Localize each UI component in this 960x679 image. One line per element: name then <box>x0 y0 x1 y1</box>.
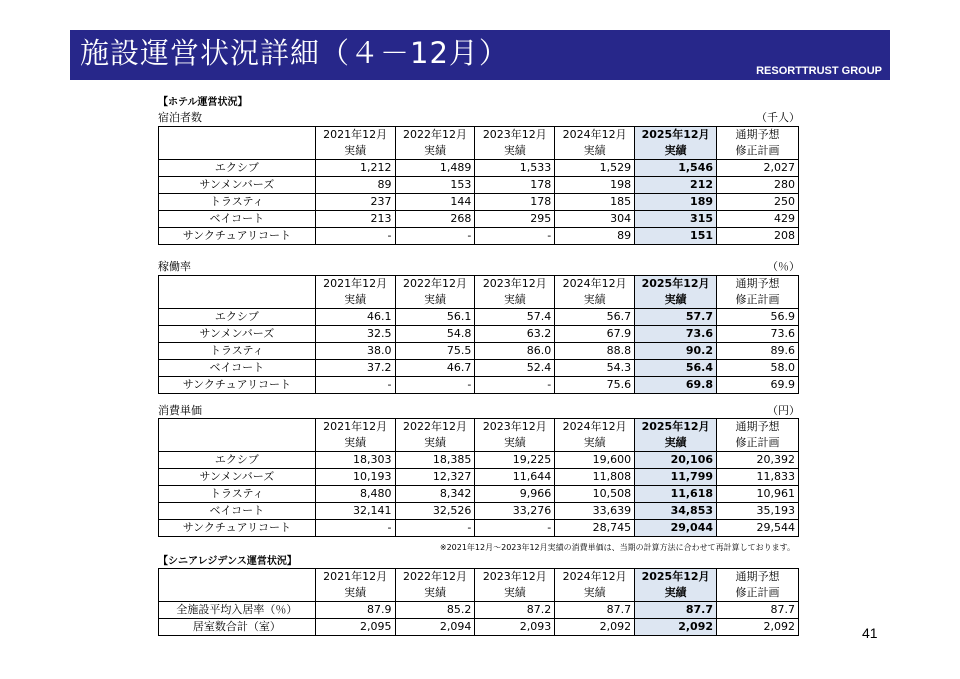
value-cell: 75.5 <box>395 343 475 360</box>
table-row <box>159 326 799 343</box>
table-row <box>159 194 799 211</box>
period-header: 2021年12月 <box>315 419 395 436</box>
unit-price-label: 消費単価 <box>158 404 202 417</box>
value-cell: 73.6 <box>635 326 717 343</box>
period-header: 2025年12月 <box>635 419 717 436</box>
value-cell: 32,141 <box>315 503 395 520</box>
value-cell: 52.4 <box>475 360 555 377</box>
value-cell: 57.4 <box>475 309 555 326</box>
row-label: サンメンバーズ <box>159 177 316 194</box>
corner-cell <box>159 127 316 144</box>
value-cell: 9,966 <box>475 486 555 503</box>
row-label: ベイコート <box>159 360 316 377</box>
row-label: ベイコート <box>159 211 316 228</box>
value-cell: 11,799 <box>635 469 717 486</box>
period-header: 2024年12月 <box>555 569 635 586</box>
unit-price-unit: （円） <box>767 404 800 417</box>
value-cell: 185 <box>555 194 635 211</box>
value-cell: 11,618 <box>635 486 717 503</box>
value-cell: 295 <box>475 211 555 228</box>
value-cell: - <box>315 377 395 394</box>
guests-table <box>158 126 799 245</box>
value-cell: 10,961 <box>717 486 799 503</box>
period-subheader: 実績 <box>395 585 475 602</box>
period-subheader: 修正計画 <box>717 435 799 452</box>
row-label: トラスティ <box>159 486 316 503</box>
period-header: 2024年12月 <box>555 419 635 436</box>
value-cell: 1,546 <box>635 160 717 177</box>
occupancy-table <box>158 275 799 394</box>
value-cell: 213 <box>315 211 395 228</box>
value-cell: - <box>315 228 395 245</box>
value-cell: 10,508 <box>555 486 635 503</box>
period-subheader: 修正計画 <box>717 292 799 309</box>
period-subheader: 実績 <box>315 143 395 160</box>
period-header: 通期予想 <box>717 127 799 144</box>
value-cell: 2,027 <box>717 160 799 177</box>
value-cell: 37.2 <box>315 360 395 377</box>
value-cell: 86.0 <box>475 343 555 360</box>
value-cell: 56.7 <box>555 309 635 326</box>
value-cell: - <box>315 520 395 537</box>
value-cell: 56.9 <box>717 309 799 326</box>
footnote: ※2021年12月～2023年12月実績の消費単価は、当期の計算方法に合わせて再計算しております。 <box>439 543 795 552</box>
value-cell: - <box>475 377 555 394</box>
page-title: 施設運営状況詳細（４－12月） <box>80 36 509 70</box>
value-cell: 12,327 <box>395 469 475 486</box>
value-cell: 75.6 <box>555 377 635 394</box>
period-subheader: 実績 <box>475 435 555 452</box>
value-cell: 208 <box>717 228 799 245</box>
value-cell: 67.9 <box>555 326 635 343</box>
header-row <box>159 585 799 602</box>
corner-cell <box>159 292 316 309</box>
table-row <box>159 486 799 503</box>
value-cell: 46.1 <box>315 309 395 326</box>
table-row <box>159 520 799 537</box>
value-cell: 153 <box>395 177 475 194</box>
corner-cell <box>159 569 316 586</box>
period-header: 2023年12月 <box>475 569 555 586</box>
value-cell: 85.2 <box>395 602 475 619</box>
period-header: 2022年12月 <box>395 276 475 293</box>
value-cell: - <box>395 377 475 394</box>
occupancy-label: 稼働率 <box>158 260 191 273</box>
value-cell: 63.2 <box>475 326 555 343</box>
corner-cell <box>159 143 316 160</box>
value-cell: 87.2 <box>475 602 555 619</box>
table-row <box>159 309 799 326</box>
value-cell: - <box>395 520 475 537</box>
senior-table <box>158 568 799 636</box>
period-header: 2025年12月 <box>635 127 717 144</box>
row-label: 全施設平均入居率（％） <box>159 602 316 619</box>
table-row <box>159 177 799 194</box>
header-row <box>159 419 799 436</box>
period-subheader: 実績 <box>635 585 717 602</box>
page-number: 41 <box>862 625 878 641</box>
value-cell: 8,480 <box>315 486 395 503</box>
table-row <box>159 469 799 486</box>
header-row <box>159 435 799 452</box>
value-cell: 178 <box>475 177 555 194</box>
table-row <box>159 343 799 360</box>
period-header: 2023年12月 <box>475 127 555 144</box>
value-cell: 212 <box>635 177 717 194</box>
value-cell: 32.5 <box>315 326 395 343</box>
corner-cell <box>159 435 316 452</box>
value-cell: 57.7 <box>635 309 717 326</box>
period-header: 2025年12月 <box>635 569 717 586</box>
value-cell: - <box>475 228 555 245</box>
value-cell: 33,639 <box>555 503 635 520</box>
value-cell: 87.7 <box>555 602 635 619</box>
period-subheader: 実績 <box>315 292 395 309</box>
value-cell: 250 <box>717 194 799 211</box>
value-cell: 8,342 <box>395 486 475 503</box>
value-cell: 54.3 <box>555 360 635 377</box>
header-row <box>159 143 799 160</box>
occupancy-unit: （％） <box>767 260 800 273</box>
value-cell: 2,092 <box>635 619 717 636</box>
value-cell: 1,212 <box>315 160 395 177</box>
guests-label: 宿泊者数 <box>158 111 202 124</box>
value-cell: 35,193 <box>717 503 799 520</box>
value-cell: 19,600 <box>555 452 635 469</box>
period-subheader: 実績 <box>475 143 555 160</box>
period-header: 2023年12月 <box>475 276 555 293</box>
period-subheader: 実績 <box>555 292 635 309</box>
value-cell: 2,092 <box>555 619 635 636</box>
value-cell: 46.7 <box>395 360 475 377</box>
table-row <box>159 160 799 177</box>
period-subheader: 実績 <box>395 292 475 309</box>
value-cell: 38.0 <box>315 343 395 360</box>
row-label: エクシブ <box>159 452 316 469</box>
period-header: 通期予想 <box>717 569 799 586</box>
value-cell: 151 <box>635 228 717 245</box>
corner-cell <box>159 585 316 602</box>
value-cell: 2,095 <box>315 619 395 636</box>
value-cell: 198 <box>555 177 635 194</box>
period-subheader: 実績 <box>555 435 635 452</box>
value-cell: 58.0 <box>717 360 799 377</box>
value-cell: - <box>395 228 475 245</box>
value-cell: 73.6 <box>717 326 799 343</box>
value-cell: 87.7 <box>717 602 799 619</box>
period-header: 2022年12月 <box>395 569 475 586</box>
value-cell: - <box>475 520 555 537</box>
row-label: トラスティ <box>159 194 316 211</box>
value-cell: 89 <box>315 177 395 194</box>
header-row <box>159 127 799 144</box>
corner-cell <box>159 276 316 293</box>
table-row <box>159 602 799 619</box>
period-header: 2025年12月 <box>635 276 717 293</box>
table-row <box>159 503 799 520</box>
row-label: ベイコート <box>159 503 316 520</box>
period-subheader: 実績 <box>475 292 555 309</box>
value-cell: 33,276 <box>475 503 555 520</box>
guests-unit: （千人） <box>756 111 800 124</box>
value-cell: 69.8 <box>635 377 717 394</box>
value-cell: 54.8 <box>395 326 475 343</box>
value-cell: 56.4 <box>635 360 717 377</box>
value-cell: 34,853 <box>635 503 717 520</box>
value-cell: 56.1 <box>395 309 475 326</box>
value-cell: 304 <box>555 211 635 228</box>
period-header: 2022年12月 <box>395 127 475 144</box>
value-cell: 2,093 <box>475 619 555 636</box>
value-cell: 32,526 <box>395 503 475 520</box>
row-label: サンクチュアリコート <box>159 228 316 245</box>
value-cell: 28,745 <box>555 520 635 537</box>
period-header: 2021年12月 <box>315 276 395 293</box>
period-subheader: 実績 <box>395 143 475 160</box>
brand-logo-text: RESORTTRUST GROUP <box>756 65 882 77</box>
table-row <box>159 228 799 245</box>
period-header: 2024年12月 <box>555 276 635 293</box>
value-cell: 178 <box>475 194 555 211</box>
value-cell: 11,833 <box>717 469 799 486</box>
period-header: 2024年12月 <box>555 127 635 144</box>
row-label: トラスティ <box>159 343 316 360</box>
value-cell: 87.7 <box>635 602 717 619</box>
title-bar <box>70 30 890 80</box>
value-cell: 69.9 <box>717 377 799 394</box>
value-cell: 10,193 <box>315 469 395 486</box>
row-label: エクシブ <box>159 309 316 326</box>
value-cell: 2,094 <box>395 619 475 636</box>
row-label: 居室数合計（室） <box>159 619 316 636</box>
value-cell: 144 <box>395 194 475 211</box>
value-cell: 18,385 <box>395 452 475 469</box>
value-cell: 18,303 <box>315 452 395 469</box>
period-subheader: 実績 <box>395 435 475 452</box>
value-cell: 237 <box>315 194 395 211</box>
value-cell: 1,533 <box>475 160 555 177</box>
table-row <box>159 619 799 636</box>
period-header: 通期予想 <box>717 419 799 436</box>
hotel-section-title: 【ホテル運営状況】 <box>158 97 248 108</box>
row-label: サンクチュアリコート <box>159 377 316 394</box>
value-cell: 315 <box>635 211 717 228</box>
value-cell: 88.8 <box>555 343 635 360</box>
period-subheader: 実績 <box>555 585 635 602</box>
table-row <box>159 360 799 377</box>
value-cell: 429 <box>717 211 799 228</box>
senior-section-title: 【シニアレジデンス運営状況】 <box>158 556 297 567</box>
value-cell: 89 <box>555 228 635 245</box>
header-row <box>159 569 799 586</box>
row-label: サンメンバーズ <box>159 326 316 343</box>
table-row <box>159 452 799 469</box>
period-header: 通期予想 <box>717 276 799 293</box>
value-cell: 20,106 <box>635 452 717 469</box>
row-label: サンクチュアリコート <box>159 520 316 537</box>
unit-price-table <box>158 418 799 537</box>
value-cell: 1,529 <box>555 160 635 177</box>
value-cell: 2,092 <box>717 619 799 636</box>
period-header: 2021年12月 <box>315 569 395 586</box>
value-cell: 1,489 <box>395 160 475 177</box>
period-subheader: 実績 <box>635 143 717 160</box>
value-cell: 11,808 <box>555 469 635 486</box>
period-header: 2023年12月 <box>475 419 555 436</box>
period-header: 2021年12月 <box>315 127 395 144</box>
period-header: 2022年12月 <box>395 419 475 436</box>
value-cell: 29,544 <box>717 520 799 537</box>
period-subheader: 実績 <box>475 585 555 602</box>
value-cell: 89.6 <box>717 343 799 360</box>
value-cell: 90.2 <box>635 343 717 360</box>
value-cell: 280 <box>717 177 799 194</box>
period-subheader: 修正計画 <box>717 143 799 160</box>
value-cell: 19,225 <box>475 452 555 469</box>
period-subheader: 修正計画 <box>717 585 799 602</box>
value-cell: 189 <box>635 194 717 211</box>
row-label: エクシブ <box>159 160 316 177</box>
value-cell: 11,644 <box>475 469 555 486</box>
header-row <box>159 292 799 309</box>
value-cell: 87.9 <box>315 602 395 619</box>
period-subheader: 実績 <box>315 435 395 452</box>
header-row <box>159 276 799 293</box>
value-cell: 268 <box>395 211 475 228</box>
period-subheader: 実績 <box>635 292 717 309</box>
table-row <box>159 211 799 228</box>
period-subheader: 実績 <box>315 585 395 602</box>
period-subheader: 実績 <box>555 143 635 160</box>
row-label: サンメンバーズ <box>159 469 316 486</box>
value-cell: 20,392 <box>717 452 799 469</box>
table-row <box>159 377 799 394</box>
corner-cell <box>159 419 316 436</box>
value-cell: 29,044 <box>635 520 717 537</box>
period-subheader: 実績 <box>635 435 717 452</box>
